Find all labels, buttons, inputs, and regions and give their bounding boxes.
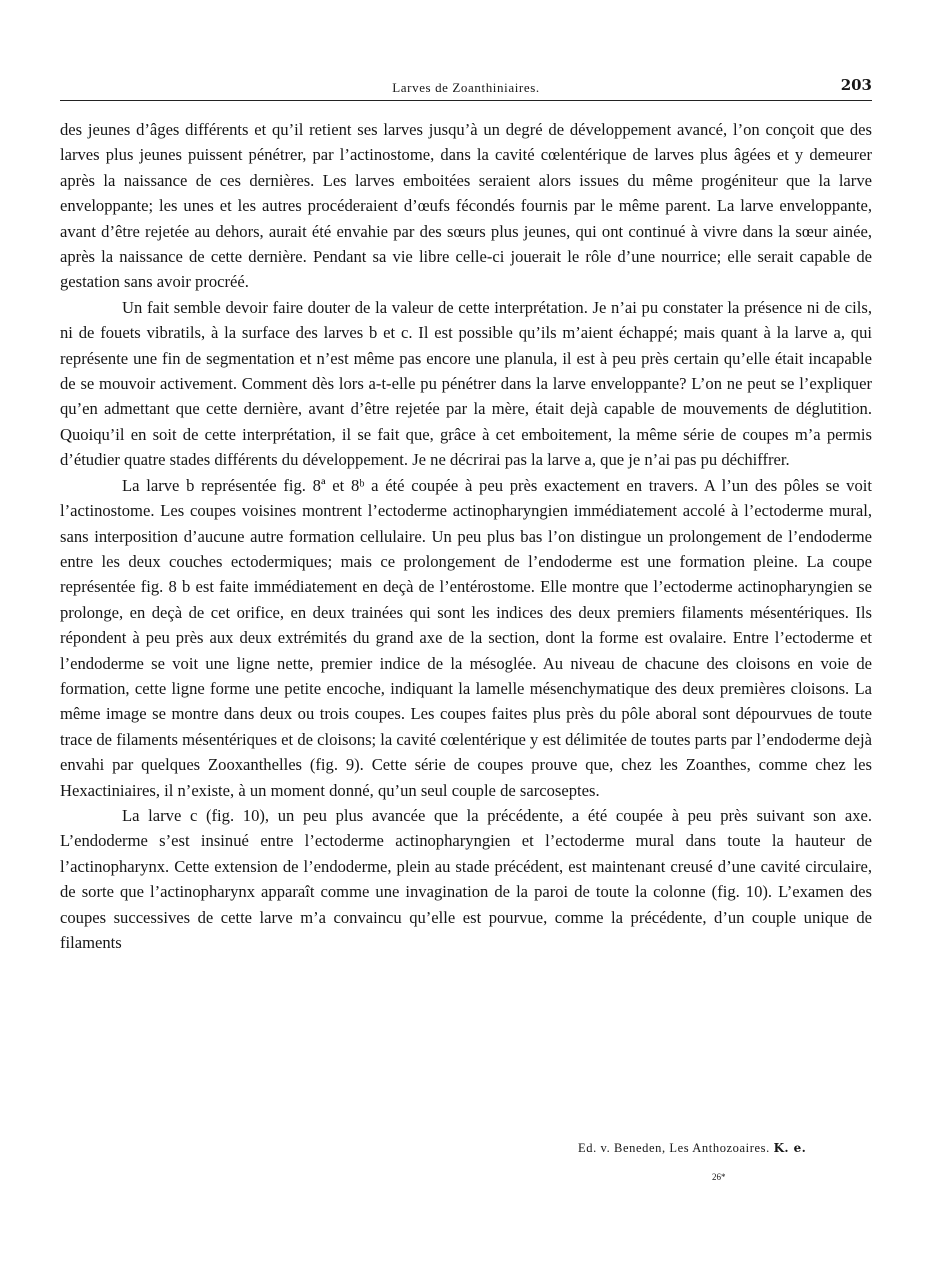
page-number: 203 bbox=[840, 76, 872, 94]
paragraph-1: des jeunes d’âges différents et qu’il retient ses larves jusqu’à un degré de développement avancé, l’on conçoit que des larves plus jeunes puissent pénétrer, par l’actinostome, dans la cavité cœlentérique de larves plus âgées et y demeurer après la naissance de ces dernières. Les larves emboitées seraient alors issues du même progéniteur que la larve enveloppante; les unes et les autres procéderaient d’œufs fécondés fournis par le même parent. La larve enveloppante, avant d’être rejetée au dehors, aurait été envahie par des sœurs plus jeunes, qui ont continué à vivre dans la sœur ainée, après la naissance de cette dernière. Pendant sa vie libre celle-ci jouerait le rôle d’une nourrice; elle serait capable de gestation sans avoir procréé. bbox=[60, 120, 872, 292]
paragraph-3: La larve b représentée fig. 8ª et 8ᵇ a été coupée à peu près exactement en travers. A l’un des pôles se voit l’actinostome. Les coupes voisines montrent l’ectoderme actinopharyngien immédiatement accolé à l’ectoderme mural, sans interposition d’aucune autre formation cellulaire. Un peu plus bas l’on distingue un prolongement de l’endoderme entre les deux couches ectodermiques; mais ce prolongement de l’endoderme est une formation pleine. La coupe représentée fig. 8 b est faite immédiatement en deçà de l’entérostome. Elle montre que l’ectoderme actinopharyngien se prolonge, en deçà de cet orifice, en deux trainées qui sont les indices des deux premiers filaments mésentériques. Ils répondent à peu près aux deux extrémités du grand axe de la section, dont la forme est ovalaire. Entre l’ectoderme et l’endoderme se voit une ligne nette, premier indice de la mésoglée. Au niveau de chacune des cloisons en voie de formation, cette ligne forme une petite encoche, indiquant la lamelle mésenchymatique des deux premières cloisons. La même image se montre dans deux ou trois coupes. Les coupes faites plus près du pôle aboral sont dépourvues de toute trace de filaments mésentériques et de cloisons; la cavité cœlentérique y est délimitée de toutes parts par l’endoderme dejà envahi par quelques Zooxanthelles (fig. 9). Cette série de coupes prouve que, chez les Zoanthes, comme chez les Hexactiniaires, il n’existe, à un moment donné, qu’un seul couple de sarcoseptes. bbox=[60, 475, 872, 800]
signature-text: Ed. v. Beneden, Les Anthozoaires. bbox=[578, 1141, 770, 1155]
header-rule bbox=[60, 100, 872, 101]
paragraph-2: Un fait semble devoir faire douter de la valeur de cette interprétation. Je n’ai pu constater la présence ni de cils, ni de fouets vibratils, à la surface des larves b et c. Il est possible qu’ils m’aient échappé; mais quant à la larve a, qui représente une fin de segmentation et n’est même pas encore une planula, il est à peu près certain qu’elle était incapable de se mouvoir activement. Comment dès lors a-t-elle pu pénétrer dans la larve enveloppante? L’on ne peut se l’expliquer qu’en admettant que cette dernière, avant d’être rejetée par la mère, était dejà capable de mouvements de déglutition. Quoiqu’il en soit de cette interprétation, il se fait que, grâce à cet emboitement, la même série de coupes m’a permis d’étudier quatre stades différents du développement. Je ne décrirai pas la larve a, que je n’ai pas pu déchiffrer. bbox=[60, 297, 872, 470]
body-text bbox=[60, 117, 872, 955]
running-title: Larves de Zoanthiniaires. bbox=[392, 80, 540, 95]
signature-mark: K. e. bbox=[773, 1141, 807, 1155]
running-head bbox=[60, 76, 872, 98]
sheet-number: 26* bbox=[712, 1172, 726, 1182]
sheet-signature bbox=[578, 1141, 806, 1156]
paragraph-4: La larve c (fig. 10), un peu plus avancée que la précédente, a été coupée à peu près suivant son axe. L’endoderme s’est insinué entre l’ectoderme actinopharyngien et l’ectoderme mural dans toute la hauteur de l’actinopharynx. Cette extension de l’endoderme, plein au stade précédent, est maintenant creusé d’une cavité circulaire, de sorte que l’actinopharynx apparaît comme une invagination de la paroi de toute la colonne (fig. 10). L’examen des coupes successives de cette larve m’a convaincu qu’elle est pourvue, comme la précédente, d’un couple unique de filaments bbox=[60, 805, 872, 952]
